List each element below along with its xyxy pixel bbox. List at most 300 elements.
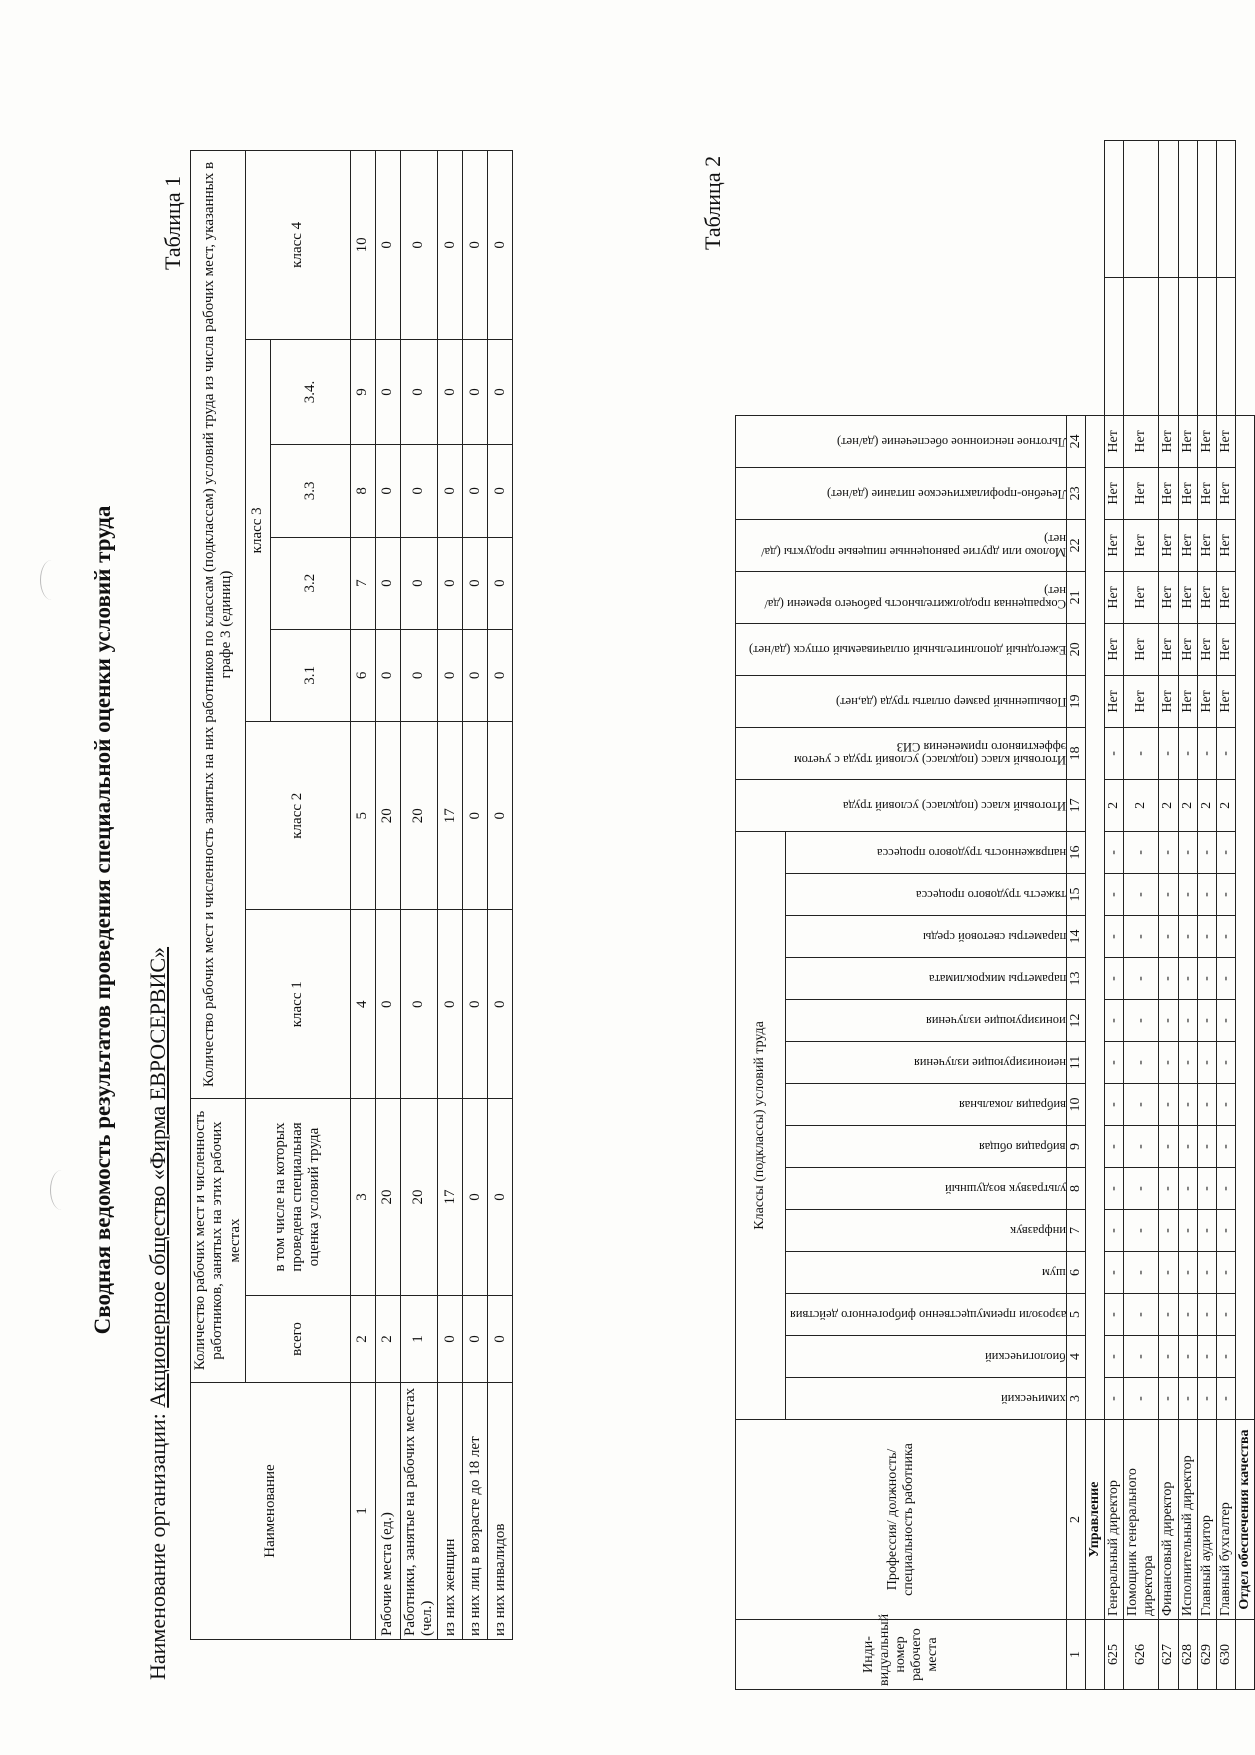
t2-benefit-cell: Нет bbox=[1159, 675, 1178, 727]
t2-column-number: 18 bbox=[1067, 727, 1086, 779]
t1-cell: 0 bbox=[400, 445, 438, 537]
t2-row bbox=[1216, 141, 1235, 1690]
t2-section-fill bbox=[1086, 415, 1105, 1419]
t1-cell: 0 bbox=[488, 629, 513, 721]
t2-benefit-cell: Нет bbox=[1178, 415, 1197, 467]
t1-header-3-4: 3.4. bbox=[270, 339, 350, 445]
t2-factor-cell: - bbox=[1105, 1000, 1124, 1042]
t2-factor-cell: - bbox=[1178, 1294, 1197, 1336]
t2-final-class: 2 bbox=[1178, 779, 1197, 831]
t2-factor-cell: - bbox=[1197, 916, 1216, 958]
t2-benefit-cell: Нет bbox=[1124, 415, 1159, 467]
t2-benefit-cell: Нет bbox=[1124, 519, 1159, 571]
t2-empty-cell bbox=[1105, 141, 1124, 278]
t2-column-number: 24 bbox=[1067, 415, 1086, 467]
t1-cell: 0 bbox=[400, 151, 438, 340]
t1-cell: 0 bbox=[400, 339, 438, 445]
t1-column-number: 7 bbox=[350, 537, 375, 629]
t2-column-number: 5 bbox=[1067, 1294, 1086, 1336]
t2-row bbox=[1197, 141, 1216, 1690]
t2-factor-cell: - bbox=[1124, 916, 1159, 958]
t2-workplace-id: 625 bbox=[1105, 1620, 1124, 1690]
t2-factor-cell: - bbox=[1105, 916, 1124, 958]
t1-column-number: 6 bbox=[350, 629, 375, 721]
t2-factor-cell: - bbox=[1197, 1378, 1216, 1420]
t2-empty-cell bbox=[1216, 278, 1235, 415]
t2-factor-cell: - bbox=[1197, 831, 1216, 873]
t2-factor-cell: - bbox=[1124, 874, 1159, 916]
t2-column-number: 6 bbox=[1067, 1252, 1086, 1294]
t2-factor-cell: - bbox=[1124, 1210, 1159, 1252]
t2-factor-cell: - bbox=[1105, 1336, 1124, 1378]
t1-column-number: 4 bbox=[350, 910, 375, 1099]
t2-factor-cell: - bbox=[1216, 874, 1235, 916]
t1-row bbox=[488, 151, 513, 1640]
t2-factor-cell: - bbox=[1124, 1378, 1159, 1420]
t2-row bbox=[1159, 141, 1178, 1690]
t2-empty-cell bbox=[1178, 141, 1197, 278]
t1-column-number: 1 bbox=[350, 1383, 375, 1640]
t1-cell: 0 bbox=[438, 910, 463, 1099]
t1-row bbox=[400, 151, 438, 1640]
t2-benefit-cell: Нет bbox=[1124, 571, 1159, 623]
t2-column-number: 23 bbox=[1067, 467, 1086, 519]
t2-factor-cell: - bbox=[1197, 1084, 1216, 1126]
t2-factor-header: тяжесть трудового процесса bbox=[786, 874, 1067, 916]
t2-profession: Главный аудитор bbox=[1197, 1420, 1216, 1620]
document-title: Сводная ведомость результатов проведения специальной оценки условий труда bbox=[90, 505, 115, 1335]
scan-artifact bbox=[50, 1170, 73, 1210]
t2-header-classes: Классы (подклассы) условий труда bbox=[736, 831, 786, 1419]
t1-cell: 0 bbox=[463, 629, 488, 721]
t1-column-number: 5 bbox=[350, 721, 375, 910]
t2-column-number: 11 bbox=[1067, 1042, 1086, 1084]
t2-factor-cell: - bbox=[1216, 1168, 1235, 1210]
t2-factor-cell: - bbox=[1197, 1126, 1216, 1168]
t2-factor-header: вибрация общая bbox=[786, 1126, 1067, 1168]
t2-section-management: Управление bbox=[1086, 1420, 1105, 1620]
t2-factor-cell: - bbox=[1105, 874, 1124, 916]
t2-factor-cell: - bbox=[1197, 1168, 1216, 1210]
t2-factor-cell: - bbox=[1216, 1126, 1235, 1168]
t1-cell: 0 bbox=[375, 537, 400, 629]
t2-factor-cell: - bbox=[1197, 1210, 1216, 1252]
t2-profession: Помощник генерального директора bbox=[1124, 1420, 1159, 1620]
t1-cell: 0 bbox=[488, 721, 513, 910]
t2-factor-cell: - bbox=[1216, 1084, 1235, 1126]
t2-factor-cell: - bbox=[1124, 1294, 1159, 1336]
t2-column-number: 14 bbox=[1067, 916, 1086, 958]
t2-empty-cell bbox=[1197, 278, 1216, 415]
t1-cell: 0 bbox=[488, 1099, 513, 1296]
t2-factor-cell: - bbox=[1124, 1042, 1159, 1084]
summary-table-2 bbox=[735, 140, 1255, 1690]
t2-factor-cell: - bbox=[1159, 1042, 1178, 1084]
t2-column-number: 8 bbox=[1067, 1168, 1086, 1210]
org-label: Наименование организации: bbox=[145, 1413, 170, 1680]
t1-row-name: Рабочие места (ед.) bbox=[375, 1383, 400, 1640]
t2-factor-cell: - bbox=[1105, 831, 1124, 873]
t2-factor-cell: - bbox=[1197, 874, 1216, 916]
t2-factor-cell: - bbox=[1178, 1168, 1197, 1210]
t1-cell: 0 bbox=[463, 537, 488, 629]
t2-benefit-cell: Нет bbox=[1216, 623, 1235, 675]
t1-header-name: Наименование bbox=[191, 1383, 351, 1640]
t2-factor-cell: - bbox=[1105, 1084, 1124, 1126]
t2-final-class: 2 bbox=[1124, 779, 1159, 831]
t2-factor-cell: - bbox=[1216, 958, 1235, 1000]
t2-factor-header: биологический bbox=[786, 1336, 1067, 1378]
t2-factor-cell: - bbox=[1105, 1210, 1124, 1252]
t2-factor-cell: - bbox=[1105, 1294, 1124, 1336]
t2-benefit-cell: Нет bbox=[1197, 571, 1216, 623]
t2-column-number: 21 bbox=[1067, 571, 1086, 623]
t2-benefit-cell: Нет bbox=[1197, 675, 1216, 727]
t2-factor-cell: - bbox=[1105, 1168, 1124, 1210]
t2-factor-cell: - bbox=[1105, 1378, 1124, 1420]
t2-factor-cell: - bbox=[1124, 1084, 1159, 1126]
t2-benefit-cell: Нет bbox=[1197, 519, 1216, 571]
t1-cell: 0 bbox=[400, 537, 438, 629]
scan-artifact bbox=[40, 560, 63, 600]
t2-benefit-cell: Нет bbox=[1216, 571, 1235, 623]
t2-column-number: 22 bbox=[1067, 519, 1086, 571]
t2-header-pay: Повышенный размер оплаты труда (да,нет) bbox=[736, 675, 1067, 727]
t2-final-class-siz: - bbox=[1159, 727, 1178, 779]
t2-factor-header: ионизирующие излучения bbox=[786, 1000, 1067, 1042]
t2-factor-cell: - bbox=[1197, 1336, 1216, 1378]
t2-profession: Финансовый директор bbox=[1159, 1420, 1178, 1620]
t2-factor-cell: - bbox=[1159, 1336, 1178, 1378]
t2-benefit-cell: Нет bbox=[1159, 415, 1178, 467]
t2-row bbox=[1124, 141, 1159, 1690]
t2-header-milk: Молоко или другие равноценные пищевые продукты (да/нет) bbox=[736, 519, 1067, 571]
t1-cell: 0 bbox=[400, 629, 438, 721]
t1-cell: 0 bbox=[375, 339, 400, 445]
t1-cell: 20 bbox=[375, 1099, 400, 1296]
t1-cell: 2 bbox=[375, 1296, 400, 1383]
t2-benefit-cell: Нет bbox=[1216, 519, 1235, 571]
t2-column-number: 15 bbox=[1067, 874, 1086, 916]
t2-factor-header: параметры микроклимата bbox=[786, 958, 1067, 1000]
t2-header-final-class-siz: Итоговый класс (подкласс) условий труда с учетом эффективного применения СИЗ bbox=[736, 727, 1067, 779]
t2-benefit-cell: Нет bbox=[1105, 571, 1124, 623]
t2-factor-cell: - bbox=[1178, 1252, 1197, 1294]
t2-row bbox=[1105, 141, 1124, 1690]
t2-factor-cell: - bbox=[1216, 1252, 1235, 1294]
t2-column-number: 17 bbox=[1067, 779, 1086, 831]
t2-factor-cell: - bbox=[1216, 1294, 1235, 1336]
t2-factor-cell: - bbox=[1197, 1042, 1216, 1084]
t2-column-number: 1 bbox=[1067, 1620, 1086, 1690]
t1-column-number: 10 bbox=[350, 151, 375, 340]
t2-benefit-cell: Нет bbox=[1178, 571, 1197, 623]
t2-profession: Генеральный директор bbox=[1105, 1420, 1124, 1620]
t1-row bbox=[463, 151, 488, 1640]
t2-factor-cell: - bbox=[1178, 916, 1197, 958]
t2-factor-cell: - bbox=[1159, 1126, 1178, 1168]
t2-final-class-siz: - bbox=[1178, 727, 1197, 779]
t1-cell: 0 bbox=[463, 445, 488, 537]
t2-final-class: 2 bbox=[1105, 779, 1124, 831]
t1-cell: 0 bbox=[463, 1296, 488, 1383]
t2-benefit-cell: Нет bbox=[1197, 467, 1216, 519]
t1-cell: 0 bbox=[438, 629, 463, 721]
t2-factor-cell: - bbox=[1216, 831, 1235, 873]
t2-factor-cell: - bbox=[1216, 1042, 1235, 1084]
t1-cell: 0 bbox=[438, 1296, 463, 1383]
t1-header-class1: класс 1 bbox=[245, 910, 350, 1099]
t1-row-name: Работники, занятые на рабочих местах (чел.) bbox=[400, 1383, 438, 1640]
t2-header-pension: Льготное пенсионное обеспечение (да/нет) bbox=[736, 415, 1067, 467]
t2-column-number: 19 bbox=[1067, 675, 1086, 727]
t2-factor-cell: - bbox=[1178, 1042, 1197, 1084]
t2-factor-header: напряженность трудового процесса bbox=[786, 831, 1067, 873]
t2-column-number: 3 bbox=[1067, 1378, 1086, 1420]
t1-cell: 0 bbox=[488, 1296, 513, 1383]
t2-benefit-cell: Нет bbox=[1216, 467, 1235, 519]
t2-factor-cell: - bbox=[1105, 1042, 1124, 1084]
t1-cell: 1 bbox=[400, 1296, 438, 1383]
t2-factor-header: неионизирующие излучения bbox=[786, 1042, 1067, 1084]
t1-cell: 0 bbox=[375, 445, 400, 537]
t1-column-number: 3 bbox=[350, 1099, 375, 1296]
t1-header-3-1: 3.1 bbox=[270, 629, 350, 721]
t2-factor-cell: - bbox=[1159, 1000, 1178, 1042]
t2-empty-cell bbox=[1216, 141, 1235, 278]
t2-factor-cell: - bbox=[1124, 831, 1159, 873]
t1-header-3-3: 3.3 bbox=[270, 445, 350, 537]
t2-final-class: 2 bbox=[1197, 779, 1216, 831]
t2-final-class-siz: - bbox=[1124, 727, 1159, 779]
t2-factor-header: инфразвук bbox=[786, 1210, 1067, 1252]
t2-empty-cell bbox=[1159, 141, 1178, 278]
t1-cell: 0 bbox=[463, 1099, 488, 1296]
t1-row-name: из них инвалидов bbox=[488, 1383, 513, 1640]
t2-factor-cell: - bbox=[1105, 958, 1124, 1000]
t1-header-class3: класс 3 bbox=[245, 339, 270, 721]
t2-factor-cell: - bbox=[1178, 831, 1197, 873]
t2-section-fill bbox=[1235, 415, 1254, 1419]
t2-empty-cell bbox=[1124, 278, 1159, 415]
t2-benefit-cell: Нет bbox=[1105, 623, 1124, 675]
t2-header-vacation: Ежегодный дополнительный оплачиваемый отпуск (да/нет) bbox=[736, 623, 1067, 675]
t2-factor-header: аэрозоли преимущественно фиброгенного действия bbox=[786, 1294, 1067, 1336]
t2-benefit-cell: Нет bbox=[1105, 467, 1124, 519]
t2-profession: Исполнительный директор bbox=[1178, 1420, 1197, 1620]
t2-factor-cell: - bbox=[1159, 1294, 1178, 1336]
t1-cell: 0 bbox=[463, 151, 488, 340]
t1-column-number: 2 bbox=[350, 1296, 375, 1383]
t2-column-number: 12 bbox=[1067, 1000, 1086, 1042]
t1-cell: 20 bbox=[375, 721, 400, 910]
t2-factor-cell: - bbox=[1178, 874, 1197, 916]
t2-factor-cell: - bbox=[1159, 958, 1178, 1000]
t2-factor-cell: - bbox=[1159, 1210, 1178, 1252]
t2-factor-cell: - bbox=[1216, 1378, 1235, 1420]
t2-column-number: 4 bbox=[1067, 1336, 1086, 1378]
t2-empty-cell bbox=[1159, 278, 1178, 415]
t2-final-class-siz: - bbox=[1197, 727, 1216, 779]
t1-cell: 0 bbox=[375, 910, 400, 1099]
t2-benefit-cell: Нет bbox=[1178, 675, 1197, 727]
t2-factor-cell: - bbox=[1178, 1000, 1197, 1042]
t1-cell: 0 bbox=[488, 537, 513, 629]
t1-cell: 20 bbox=[400, 721, 438, 910]
table1-caption: Таблица 1 bbox=[160, 175, 185, 270]
t2-factor-cell: - bbox=[1216, 1000, 1235, 1042]
t2-factor-cell: - bbox=[1197, 958, 1216, 1000]
t1-cell: 0 bbox=[488, 339, 513, 445]
t2-column-number: 20 bbox=[1067, 623, 1086, 675]
t1-header-class4: класс 4 bbox=[245, 151, 350, 340]
t2-factor-cell: - bbox=[1159, 1252, 1178, 1294]
t2-factor-cell: - bbox=[1124, 1126, 1159, 1168]
t2-factor-cell: - bbox=[1197, 1000, 1216, 1042]
t2-benefit-cell: Нет bbox=[1178, 467, 1197, 519]
t2-factor-cell: - bbox=[1178, 958, 1197, 1000]
t2-header-short-time: Сокращенная продолжительность рабочего времени (да/нет) bbox=[736, 571, 1067, 623]
t2-workplace-id: 629 bbox=[1197, 1620, 1216, 1690]
t2-factor-header: химический bbox=[786, 1378, 1067, 1420]
t2-benefit-cell: Нет bbox=[1159, 467, 1178, 519]
t1-cell: 0 bbox=[375, 629, 400, 721]
t2-benefit-cell: Нет bbox=[1124, 623, 1159, 675]
t2-row bbox=[1178, 141, 1197, 1690]
t2-header-id: Инди-видуальный номер рабочего места bbox=[736, 1620, 1067, 1690]
t2-factor-cell: - bbox=[1105, 1252, 1124, 1294]
t1-header-count: Количество рабочих мест и численность работников, занятых на этих рабочих местах bbox=[191, 1099, 246, 1383]
t2-benefit-cell: Нет bbox=[1216, 675, 1235, 727]
t1-row-name: из них лиц в возрасте до 18 лет bbox=[463, 1383, 488, 1640]
t2-factor-cell: - bbox=[1178, 1336, 1197, 1378]
summary-table-1 bbox=[190, 150, 513, 1640]
t1-column-numbers bbox=[350, 151, 375, 1640]
t2-workplace-id: 630 bbox=[1216, 1620, 1235, 1690]
t1-column-number: 9 bbox=[350, 339, 375, 445]
t2-column-number: 9 bbox=[1067, 1126, 1086, 1168]
t2-factor-cell: - bbox=[1124, 1336, 1159, 1378]
t1-column-number: 8 bbox=[350, 445, 375, 537]
t2-factor-cell: - bbox=[1178, 1084, 1197, 1126]
t2-column-number: 10 bbox=[1067, 1084, 1086, 1126]
t2-factor-cell: - bbox=[1197, 1294, 1216, 1336]
t1-row-name: из них женщин bbox=[438, 1383, 463, 1640]
t2-section-quality: Отдел обеспечения качества bbox=[1235, 1420, 1254, 1620]
t2-factor-header: ультразвук воздушный bbox=[786, 1168, 1067, 1210]
t2-final-class-siz: - bbox=[1105, 727, 1124, 779]
t2-column-number: 13 bbox=[1067, 958, 1086, 1000]
t1-cell: 0 bbox=[438, 445, 463, 537]
t1-row bbox=[438, 151, 463, 1640]
t1-header-class2: класс 2 bbox=[245, 721, 350, 910]
t2-factor-header: шум bbox=[786, 1252, 1067, 1294]
t2-benefit-cell: Нет bbox=[1159, 571, 1178, 623]
t2-factor-cell: - bbox=[1197, 1252, 1216, 1294]
t2-empty-cell bbox=[1105, 278, 1124, 415]
t2-benefit-cell: Нет bbox=[1216, 415, 1235, 467]
t2-benefit-cell: Нет bbox=[1159, 623, 1178, 675]
t2-empty-cell bbox=[1197, 141, 1216, 278]
t2-header-final-class: Итоговый класс (подкласс) условий труда bbox=[736, 779, 1067, 831]
t2-factor-cell: - bbox=[1178, 1378, 1197, 1420]
document-sheet bbox=[90, 50, 1252, 1690]
t2-factor-cell: - bbox=[1124, 958, 1159, 1000]
t2-benefit-cell: Нет bbox=[1197, 623, 1216, 675]
t1-cell: 0 bbox=[488, 910, 513, 1099]
t1-cell: 0 bbox=[438, 339, 463, 445]
t1-cell: 0 bbox=[488, 445, 513, 537]
t2-column-number: 7 bbox=[1067, 1210, 1086, 1252]
t1-cell: 17 bbox=[438, 1099, 463, 1296]
organization-line bbox=[145, 947, 171, 1680]
t2-factor-cell: - bbox=[1159, 831, 1178, 873]
t2-factor-cell: - bbox=[1124, 1000, 1159, 1042]
t2-final-class: 2 bbox=[1159, 779, 1178, 831]
t1-cell: 20 bbox=[400, 1099, 438, 1296]
t2-section-spacer bbox=[1235, 1620, 1254, 1690]
t2-benefit-cell: Нет bbox=[1197, 415, 1216, 467]
t2-column-numbers bbox=[1067, 141, 1086, 1690]
t1-cell: 0 bbox=[463, 721, 488, 910]
t2-column-number: 16 bbox=[1067, 831, 1086, 873]
t2-profession: Главный бухгалтер bbox=[1216, 1420, 1235, 1620]
t2-factor-cell: - bbox=[1159, 916, 1178, 958]
t2-final-class: 2 bbox=[1216, 779, 1235, 831]
t2-factor-header: параметры световой среды bbox=[786, 916, 1067, 958]
t1-cell: 0 bbox=[488, 151, 513, 340]
t1-header-sout: в том числе на которых проведена специальная оценка условий труда bbox=[245, 1099, 350, 1296]
t2-workplace-id: 628 bbox=[1178, 1620, 1197, 1690]
t2-factor-cell: - bbox=[1216, 916, 1235, 958]
t2-benefit-cell: Нет bbox=[1105, 675, 1124, 727]
t1-cell: 0 bbox=[463, 339, 488, 445]
t1-header-total: всего bbox=[245, 1296, 350, 1383]
t1-cell: 0 bbox=[375, 151, 400, 340]
t2-benefit-cell: Нет bbox=[1105, 519, 1124, 571]
t2-header-profession: Профессия/ должность/ специальность работника bbox=[736, 1420, 1067, 1620]
t2-factor-cell: - bbox=[1216, 1336, 1235, 1378]
t2-header-nutrition: Лечебно-профилактическое питание (да/нет) bbox=[736, 467, 1067, 519]
t2-factor-cell: - bbox=[1105, 1126, 1124, 1168]
t2-benefit-cell: Нет bbox=[1159, 519, 1178, 571]
t2-column-number: 2 bbox=[1067, 1420, 1086, 1620]
t2-benefit-cell: Нет bbox=[1178, 623, 1197, 675]
t2-factor-cell: - bbox=[1159, 1168, 1178, 1210]
t2-workplace-id: 627 bbox=[1159, 1620, 1178, 1690]
t1-cell: 0 bbox=[400, 910, 438, 1099]
t2-final-class-siz: - bbox=[1216, 727, 1235, 779]
t2-factor-cell: - bbox=[1178, 1210, 1197, 1252]
t2-empty-cell bbox=[1124, 141, 1159, 278]
t1-cell: 17 bbox=[438, 721, 463, 910]
t2-factor-cell: - bbox=[1178, 1126, 1197, 1168]
t2-factor-cell: - bbox=[1159, 874, 1178, 916]
t2-factor-cell: - bbox=[1159, 1084, 1178, 1126]
t1-cell: 0 bbox=[438, 537, 463, 629]
t1-header-classes: Количество рабочих мест и численность занятых на них работников по классам (подклассам) условий труда из числа рабочих мест, указанных в графе 3 (единиц) bbox=[191, 151, 246, 1099]
t2-benefit-cell: Нет bbox=[1178, 519, 1197, 571]
t1-cell: 0 bbox=[438, 151, 463, 340]
t2-section-spacer bbox=[1086, 1620, 1105, 1690]
t1-header-3-2: 3.2 bbox=[270, 537, 350, 629]
t1-row bbox=[375, 151, 400, 1640]
t2-factor-cell: - bbox=[1216, 1210, 1235, 1252]
table2-caption: Таблица 2 bbox=[700, 155, 725, 250]
org-name: Акционерное общество «Фирма ЕВРОСЕРВИС» bbox=[145, 946, 170, 1408]
t2-workplace-id: 626 bbox=[1124, 1620, 1159, 1690]
t1-cell: 0 bbox=[463, 910, 488, 1099]
